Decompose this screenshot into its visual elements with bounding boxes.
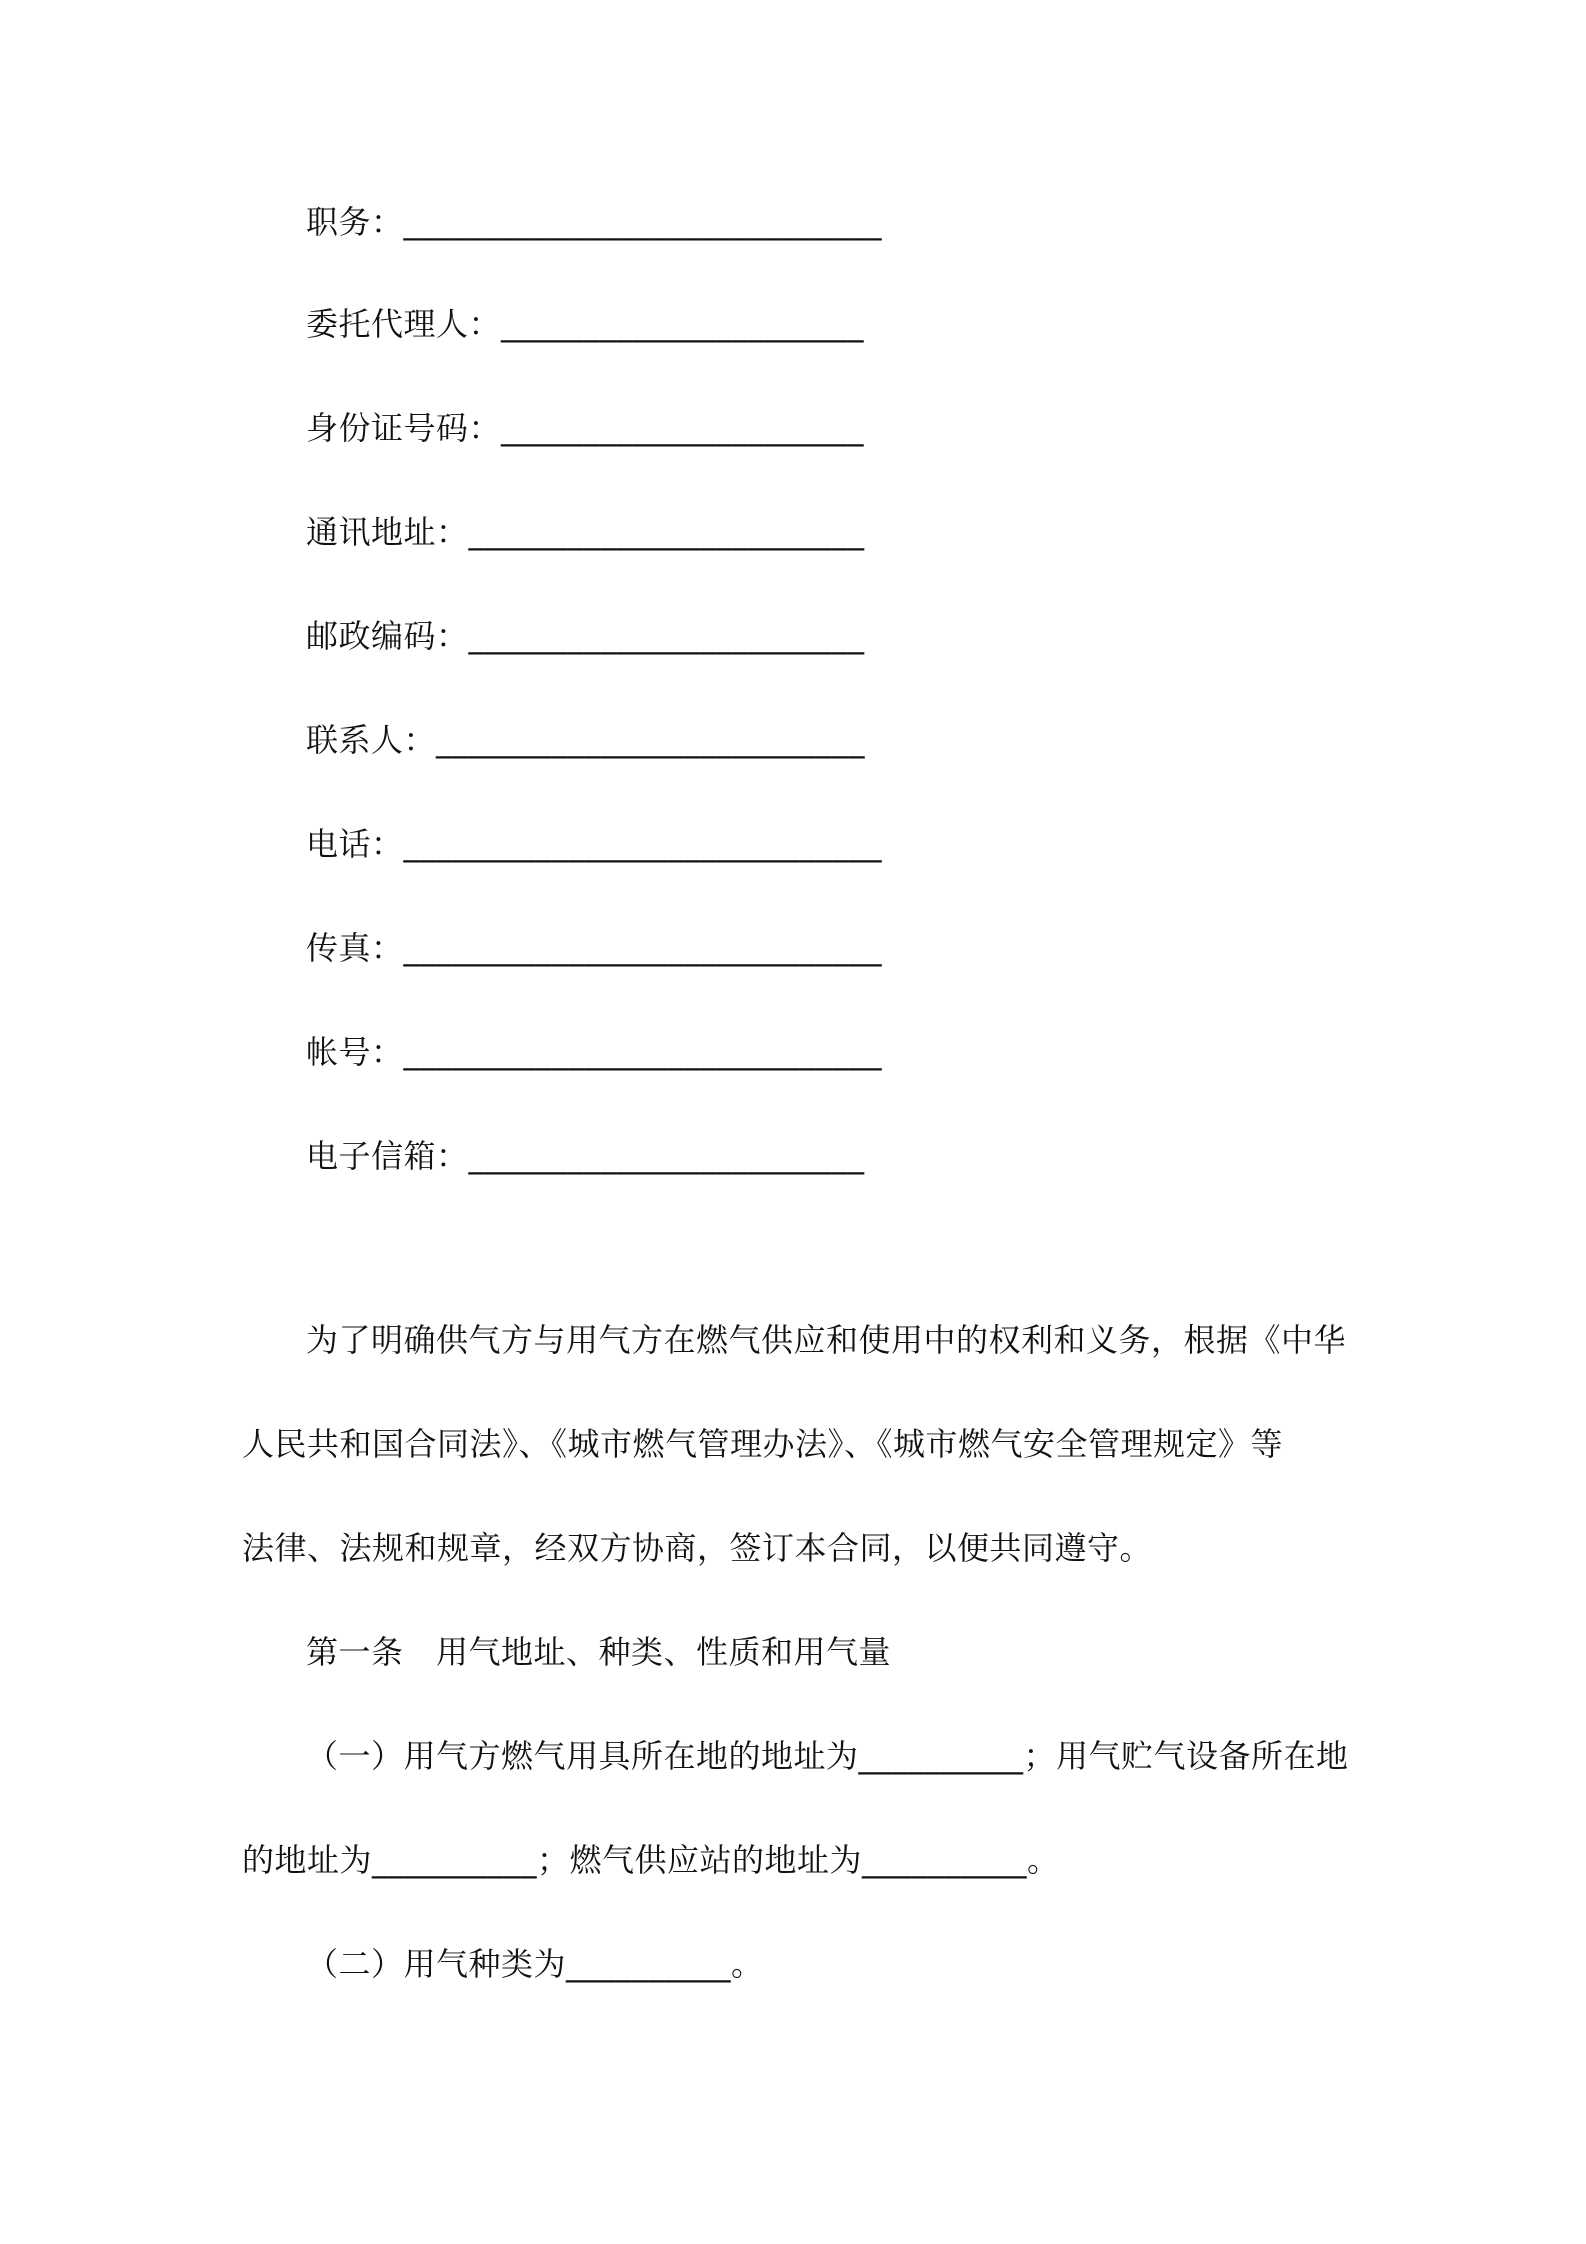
field-agent: 委托代理人：______________________ [306,305,865,343]
field-fax: 传真：_____________________________ [306,929,883,967]
preamble-line-2: 人民共和国合同法》、《城市燃气管理办法》、《城市燃气安全管理规定》等 [242,1425,1284,1463]
article-1-heading: 第一条 用气地址、种类、性质和用气量 [306,1633,892,1671]
preamble-line-1: 为了明确供气方与用气方在燃气供应和使用中的权利和义务，根据《中华 [306,1321,1347,1359]
article-1-item-2: （二）用气种类为__________。 [306,1945,764,1983]
article-1-item-1-line-1: （一）用气方燃气用具所在地的地址为__________；用气贮气设备所在地 [306,1737,1349,1775]
article-1-item-1-line-2: 的地址为__________；燃气供应站的地址为__________。 [242,1841,1060,1879]
field-email: 电子信箱：________________________ [306,1137,865,1175]
field-postcode: 邮政编码：________________________ [306,617,865,655]
field-id-number: 身份证号码：______________________ [306,409,865,447]
field-phone: 电话：_____________________________ [306,825,883,863]
field-position: 职务：_____________________________ [306,203,883,241]
field-address: 通讯地址：________________________ [306,513,865,551]
field-contact: 联系人：__________________________ [306,721,866,759]
preamble-line-3: 法律、法规和规章，经双方协商，签订本合同，以便共同遵守。 [242,1529,1153,1567]
field-account: 帐号：_____________________________ [306,1033,883,1071]
